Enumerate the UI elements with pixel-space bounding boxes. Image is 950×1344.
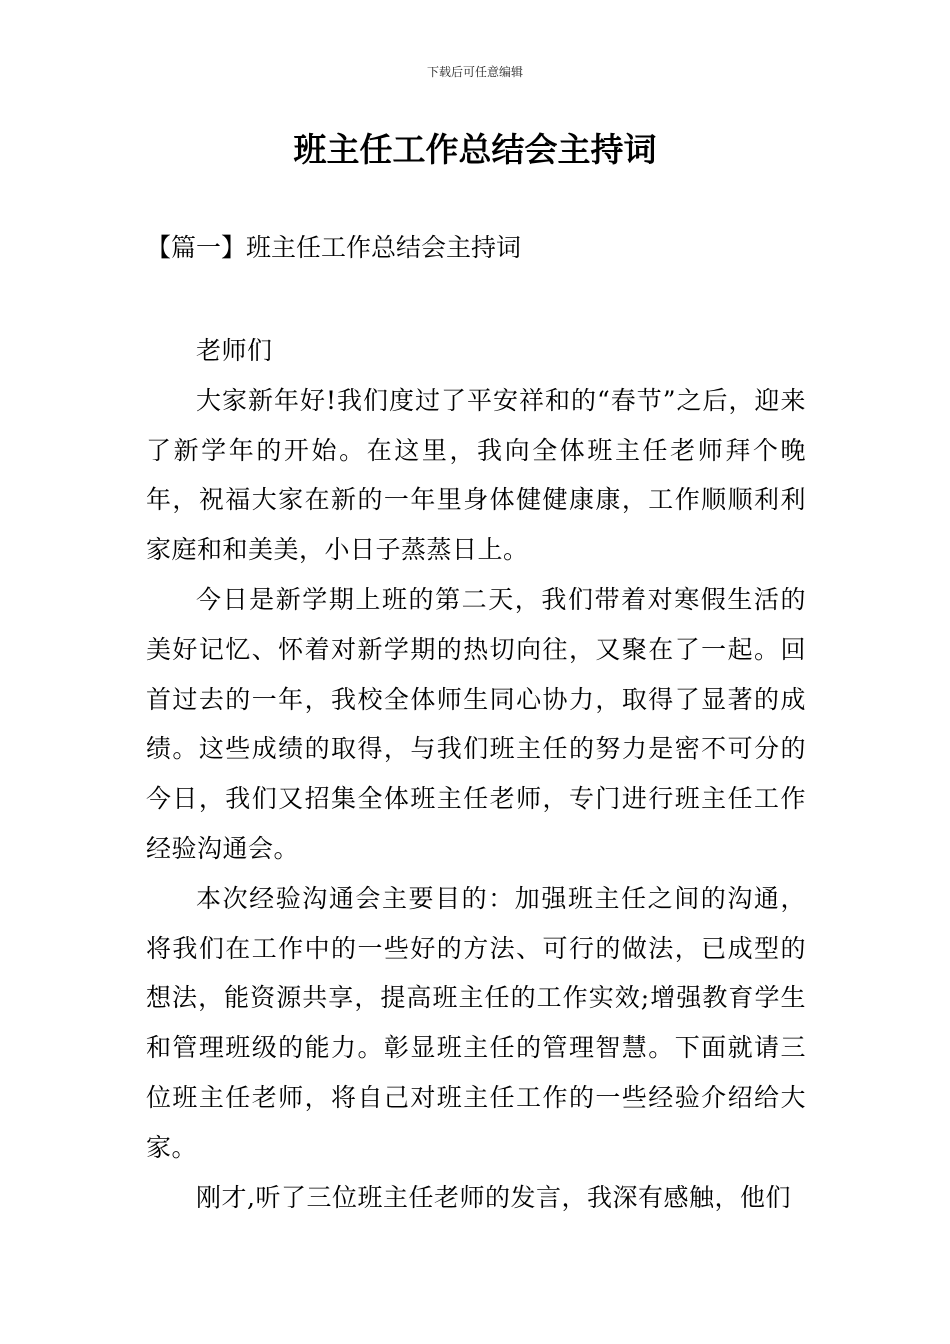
paragraph-review: 今日是新学期上班的第二天，我们带着对寒假生活的美好记忆、怀着对新学期的热切向往，又聚在了一起。回首过去的一年，我校全体师生同心协力，取得了显著的成绩。这些成绩的取得，与我们班主任的努力是密不可分的今日，我们又招集全体班主任老师，专门进行班主任工作经验沟通会。	[146, 584, 806, 863]
section-heading: 【篇一】班主任工作总结会主持词	[146, 233, 522, 262]
paragraph-greeting: 大家新年好!我们度过了平安祥和的“春节”之后，迎来了新学年的开始。在这里，我向全体班主任老师拜个晚年，祝福大家在新的一年里身体健健康康，工作顺顺利利家庭和和美美，小日子蒸蒸日上。	[146, 385, 806, 565]
document-title: 班主任工作总结会主持词	[293, 130, 657, 169]
document-body	[146, 326, 806, 1222]
header-note: 下载后可任意编辑	[426, 65, 523, 79]
paragraph-salutation: 老师们	[196, 336, 273, 365]
paragraph-reflection: 刚才,听了三位班主任老师的发言，我深有感触，他们	[196, 1182, 791, 1212]
paragraph-purpose: 本次经验沟通会主要目的：加强班主任之间的沟通，将我们在工作中的一些好的方法、可行的做法，已成型的想法，能资源共享，提高班主任的工作实效;增强教育学生和管理班级的能力。彰显班主任的管理智慧。下面就请三位班主任老师，将自己对班主任工作的一些经验介绍给大家。	[146, 883, 806, 1162]
